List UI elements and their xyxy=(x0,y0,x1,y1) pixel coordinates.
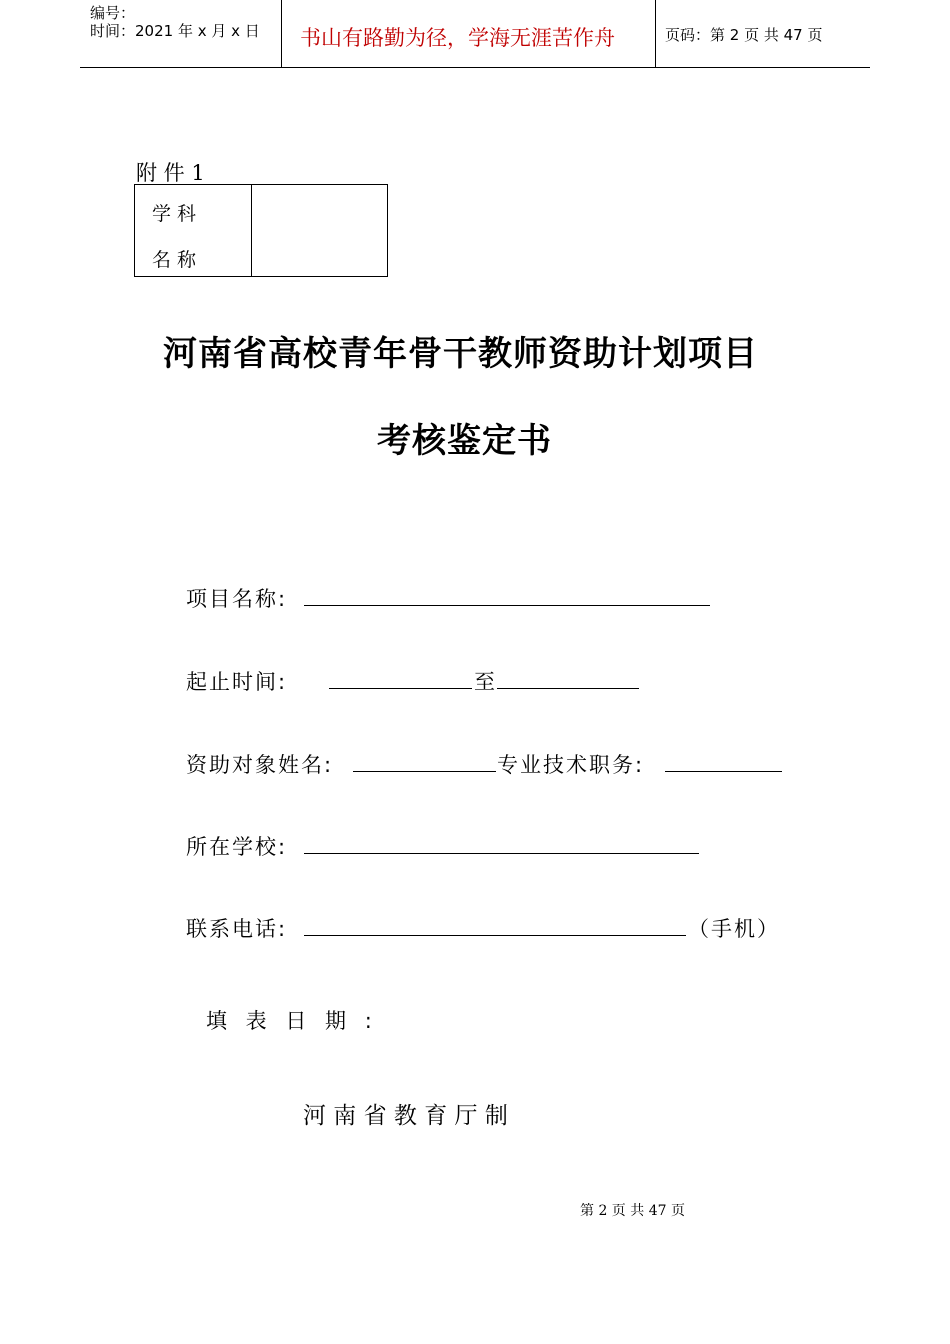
header-rule xyxy=(80,67,870,68)
header-page-info: 页码：第 2 页 共 47 页 xyxy=(665,26,823,44)
period-end-field[interactable] xyxy=(497,688,639,689)
document-title-line2: 考核鉴定书 xyxy=(377,421,552,461)
recipient-name-label: 资助对象姓名: xyxy=(186,753,334,777)
date-label: 时间：2021 年 x 月 x 日 xyxy=(90,22,260,40)
fill-date-label: 填 表 日 期 : xyxy=(206,1009,378,1033)
school-label: 所在学校: xyxy=(186,835,288,859)
header-divider-right xyxy=(655,0,656,67)
issuer-text: 河 南 省 教 育 厅 制 xyxy=(303,1103,508,1129)
job-title-label: 专业技术职务: xyxy=(497,753,645,777)
phone-label: 联系电话: xyxy=(186,917,288,941)
serial-number-label: 编号： xyxy=(90,4,136,22)
header-motto: 书山有路勤为径，学海无涯苦作舟 xyxy=(300,26,615,50)
footer-page-number: 第 2 页 共 47 页 xyxy=(580,1203,685,1219)
project-name-field[interactable] xyxy=(304,605,710,606)
phone-field[interactable] xyxy=(304,935,686,936)
recipient-name-field[interactable] xyxy=(353,771,496,772)
attachment-label: 附 件 1 xyxy=(136,161,205,185)
project-name-label: 项目名称: xyxy=(186,587,288,611)
subject-table-divider xyxy=(251,185,252,276)
subject-table xyxy=(134,184,388,277)
subject-label-line1: 学 科 xyxy=(152,203,197,225)
phone-suffix: （手机） xyxy=(688,917,780,941)
subject-label-line2: 名 称 xyxy=(152,249,197,271)
school-field[interactable] xyxy=(304,853,699,854)
period-label: 起止时间: xyxy=(186,670,288,694)
header-divider-left xyxy=(281,0,282,67)
job-title-field[interactable] xyxy=(665,771,782,772)
document-title-line1: 河南省高校青年骨干教师资助计划项目 xyxy=(163,334,758,374)
period-start-field[interactable] xyxy=(329,688,472,689)
period-to-text: 至 xyxy=(474,670,497,694)
